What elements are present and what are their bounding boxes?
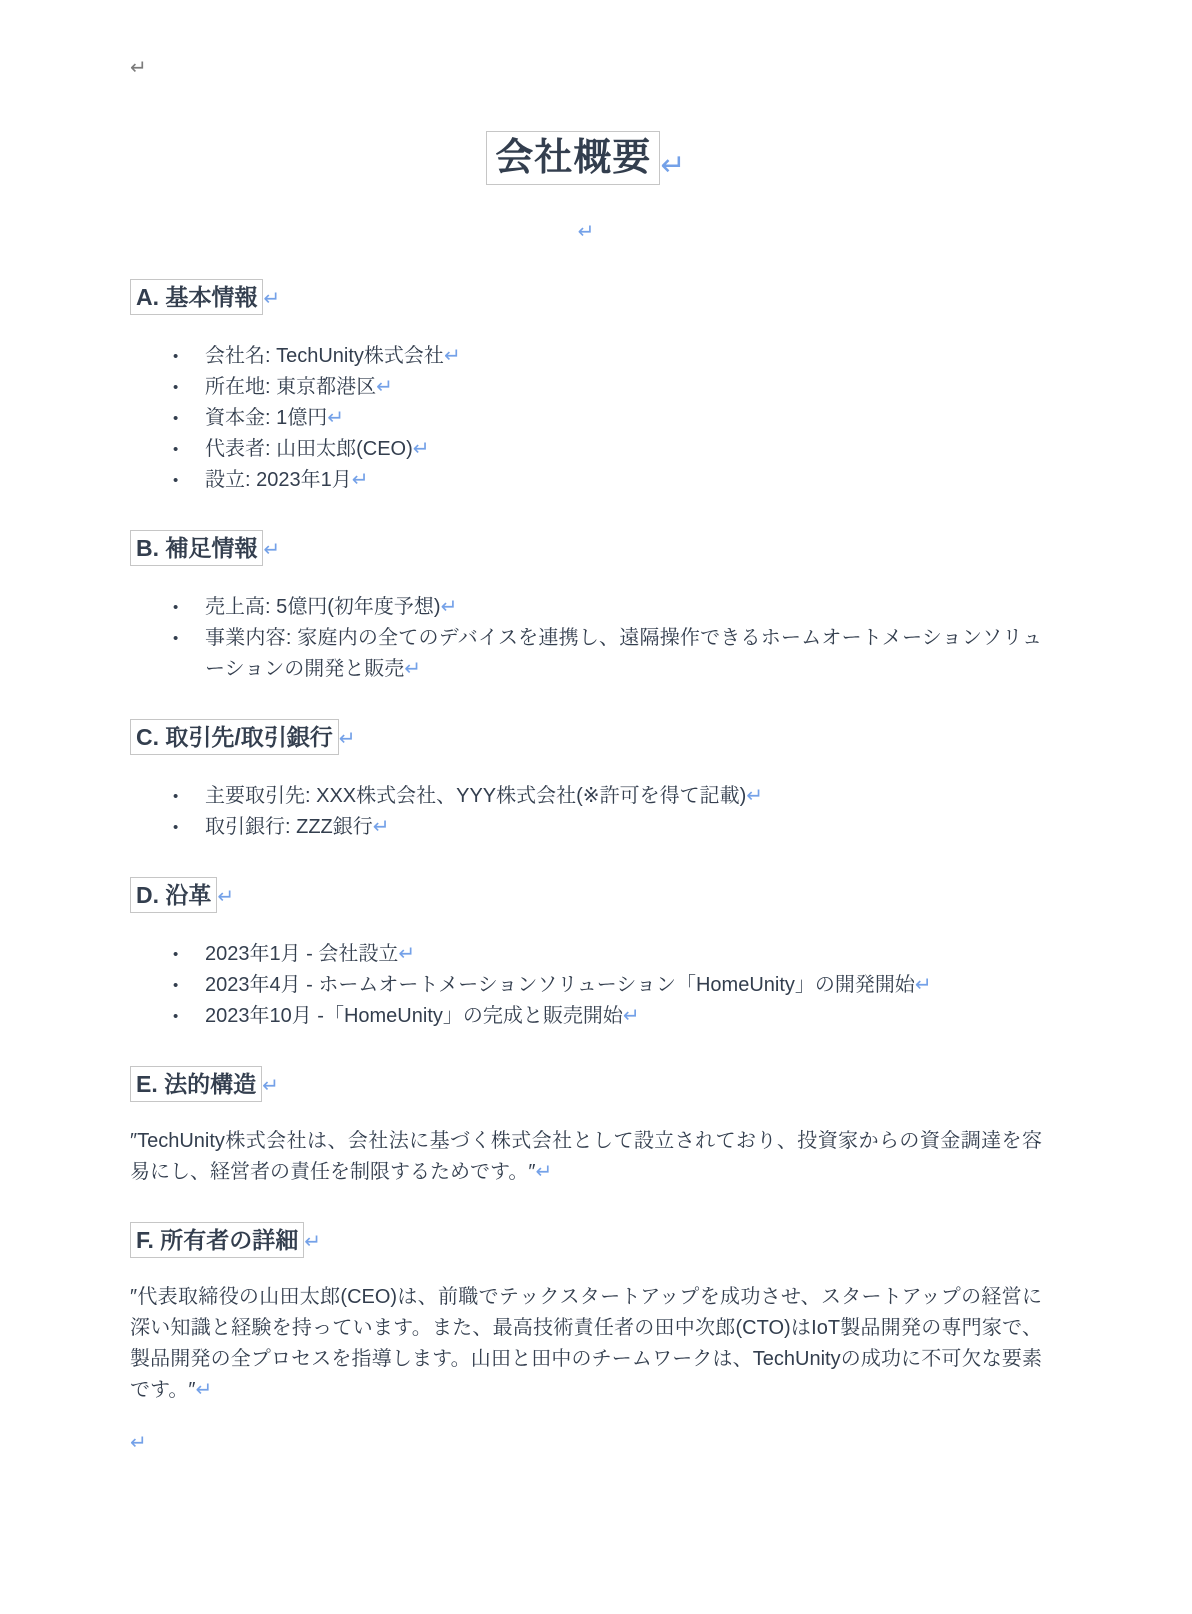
list-item-text: 事業内容: 家庭内の全てのデバイスを連携し、遠隔操作できるホームオートメーションソリューションの開発と販売 [205, 627, 1042, 680]
legal-structure-paragraph [130, 1126, 1042, 1188]
empty-paragraph-line [130, 219, 1042, 245]
section-f-heading: F. 所有者の詳細 [130, 1222, 304, 1258]
return-mark-icon: ↵ [412, 438, 430, 460]
bullet-icon: • [173, 946, 179, 963]
section-a-heading: A. 基本情報 [130, 279, 263, 315]
list-item [130, 592, 1042, 623]
list-item-text: 代表者: 山田太郎(CEO) [205, 438, 413, 460]
return-mark-icon: ↵ [440, 596, 458, 618]
return-mark-icon: ↵ [263, 539, 281, 561]
list-item-text: 資本金: 1億円 [205, 407, 328, 429]
list-item [130, 812, 1042, 843]
list-item-text: 会社名: TechUnity株式会社 [205, 345, 444, 367]
section-a-list [130, 341, 1042, 496]
paragraph-text: ″代表取締役の山田太郎(CEO)は、前職でテックスタートアップを成功させ、スタートアップの経営に深い知識と経験を持っています。また、最高技術責任者の田中次郎(CTO)はIoT製品開発の専門家で、製品開発の全プロセスを指導します。山田と田中のチームワークは、TechUnityの成功に不可欠な要素です。″ [130, 1286, 1042, 1401]
list-item [130, 939, 1042, 970]
bullet-icon: • [173, 348, 179, 365]
bullet-icon: • [173, 819, 179, 836]
bullet-icon: • [173, 630, 179, 647]
list-item [130, 403, 1042, 434]
return-mark-icon: ↵ [398, 943, 416, 965]
return-mark-icon: ↵ [660, 148, 686, 182]
return-mark-icon: ↵ [372, 816, 390, 838]
return-mark-icon: ↵ [304, 1231, 322, 1253]
section-b-heading-line [130, 530, 1042, 566]
section-a-heading-line [130, 279, 1042, 315]
document-title-line [130, 131, 1042, 185]
list-item-text: 所在地: 東京都港区 [205, 376, 377, 398]
return-mark-icon: ↵ [195, 1379, 213, 1401]
bullet-icon: • [173, 379, 179, 396]
return-mark-icon: ↵ [914, 974, 932, 996]
list-item [130, 341, 1042, 372]
return-mark-icon: ↵ [622, 1005, 640, 1027]
list-item [130, 465, 1042, 496]
return-mark-icon: ↵ [443, 345, 461, 367]
section-c-heading-line [130, 719, 1042, 755]
section-e-heading-line [130, 1066, 1042, 1102]
return-mark-icon: ↵ [262, 1075, 279, 1097]
bullet-icon: • [173, 472, 179, 489]
section-d-list [130, 939, 1042, 1032]
section-c-list [130, 781, 1042, 843]
section-d-heading-line [130, 877, 1042, 913]
list-item [130, 372, 1042, 403]
page-title [486, 131, 660, 185]
return-mark-icon: ↵ [404, 658, 421, 680]
empty-paragraph-line [130, 1430, 1042, 1456]
list-item-text: 売上高: 5億円(初年度予想) [205, 596, 441, 618]
list-item [130, 623, 1042, 685]
bullet-icon: • [173, 441, 179, 458]
list-item [130, 434, 1042, 465]
bullet-icon: • [173, 599, 179, 616]
section-f-heading-line [130, 1222, 1042, 1258]
list-item [130, 781, 1042, 812]
list-item [130, 970, 1042, 1001]
bullet-icon: • [173, 788, 179, 805]
empty-paragraph-line [130, 55, 1042, 81]
return-mark-icon: ↵ [746, 785, 763, 807]
list-item-text: 主要取引先: XXX株式会社、YYY株式会社(※許可を得て記載) [205, 785, 747, 807]
return-mark-icon: ↵ [327, 407, 345, 429]
list-item-text: 2023年10月 -「HomeUnity」の完成と販売開始 [205, 1005, 623, 1027]
section-c-heading: C. 取引先/取引銀行 [130, 719, 339, 755]
return-mark-icon: ↵ [376, 376, 393, 398]
return-mark-icon: ↵ [577, 221, 595, 243]
list-item [130, 1001, 1042, 1032]
return-mark-icon: ↵ [535, 1161, 553, 1183]
section-b-list [130, 592, 1042, 685]
paragraph-text: ″TechUnity株式会社は、会社法に基づく株式会社として設立されており、投資家からの資金調達を容易にし、経営者の責任を制限するためです。″ [130, 1130, 1042, 1183]
page-title-text: 会社概要 [495, 137, 652, 179]
bullet-icon: • [173, 1008, 179, 1025]
bullet-icon: • [173, 977, 179, 994]
section-b-heading: B. 補足情報 [130, 530, 263, 566]
list-item-text: 設立: 2023年1月 [205, 469, 352, 491]
return-mark-icon: ↵ [351, 469, 369, 491]
section-e-heading: E. 法的構造 [130, 1066, 262, 1102]
section-d-heading: D. 沿革 [130, 877, 217, 913]
return-mark-icon: ↵ [217, 886, 235, 908]
return-mark-icon: ↵ [130, 57, 147, 79]
list-item-text: 2023年4月 - ホームオートメーションソリューション「HomeUnity」の開発開始 [205, 974, 915, 996]
return-mark-icon: ↵ [263, 288, 281, 310]
owner-details-paragraph [130, 1282, 1042, 1406]
return-mark-icon: ↵ [130, 1432, 147, 1454]
list-item-text: 取引銀行: ZZZ銀行 [205, 816, 373, 838]
bullet-icon: • [173, 410, 179, 427]
return-mark-icon: ↵ [338, 728, 356, 750]
list-item-text: 2023年1月 - 会社設立 [205, 943, 399, 965]
